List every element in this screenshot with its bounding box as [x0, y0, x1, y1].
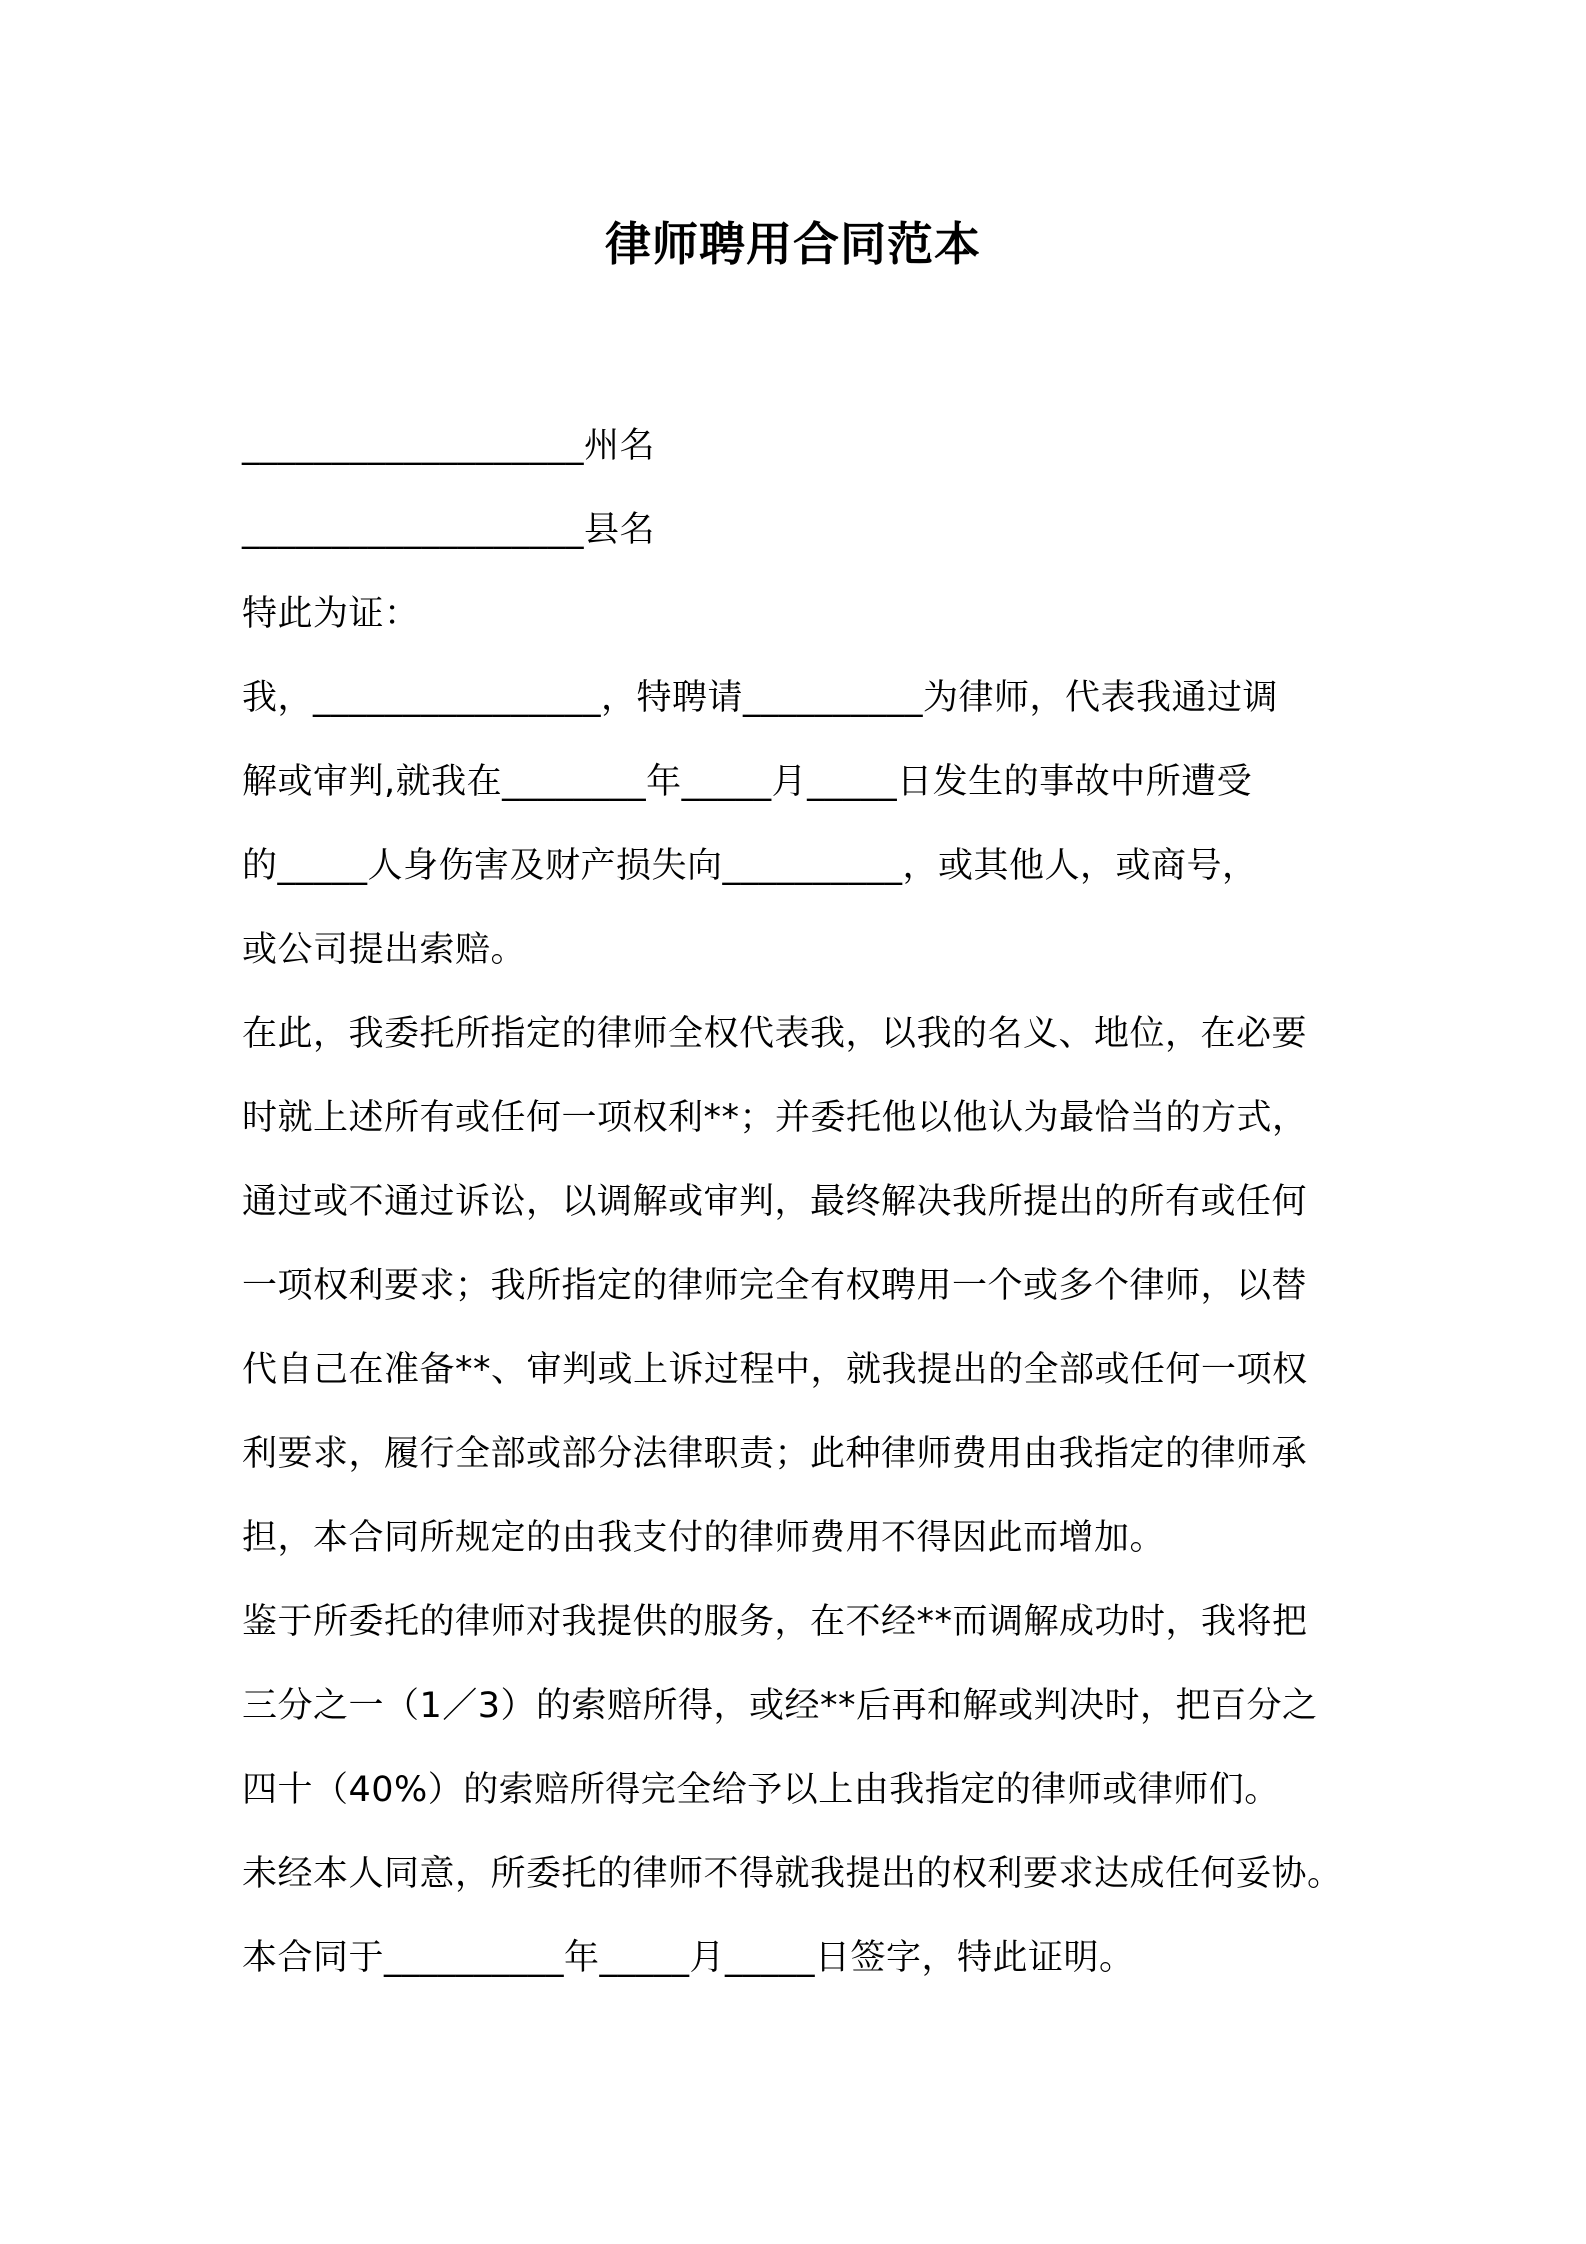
- line-state-name: ___________________州名: [242, 426, 656, 466]
- body-line: 四十（40%）的索赔所得完全给予以上由我指定的律师或律师们。: [242, 1770, 1280, 1810]
- body-line: 代自己在准备**、审判或上诉过程中，就我提出的全部或任何一项权: [242, 1350, 1308, 1390]
- body-line: 时就上述所有或任何一项权利**；并委托他以他认为最恰当的方式，: [242, 1098, 1308, 1138]
- body-line: 担，本合同所规定的由我支付的律师费用不得因此而增加。: [242, 1518, 1166, 1558]
- line-certify-heading: 特此为证：: [242, 594, 420, 634]
- body-line: 我，________________，特聘请__________为律师，代表我通过调: [242, 678, 1279, 718]
- body-line: 一项权利要求；我所指定的律师完全有权聘用一个或多个律师，以替: [242, 1266, 1308, 1306]
- document-body: [242, 404, 1362, 2000]
- line-county-name: ___________________县名: [242, 510, 656, 550]
- body-line: 通过或不通过诉讼，以调解或审判，最终解决我所提出的所有或任何: [242, 1182, 1308, 1222]
- body-line: 三分之一（1／3）的索赔所得，或经**后再和解或判决时，把百分之: [242, 1686, 1318, 1726]
- document-title: 律师聘用合同范本: [605, 217, 981, 271]
- signature-date-line: 本合同于__________年_____月_____日签字，特此证明。: [242, 1938, 1135, 1978]
- body-line: 鉴于所委托的律师对我提供的服务，在不经**而调解成功时，我将把: [242, 1602, 1308, 1642]
- body-line: 利要求，履行全部或部分法律职责；此种律师费用由我指定的律师承: [242, 1434, 1308, 1474]
- body-line: 解或审判,就我在________年_____月_____日发生的事故中所遭受: [242, 762, 1253, 802]
- body-line: 未经本人同意，所委托的律师不得就我提出的权利要求达成任何妥协。: [242, 1854, 1343, 1894]
- body-line: 在此，我委托所指定的律师全权代表我，以我的名义、地位，在必要: [242, 1014, 1308, 1054]
- body-line: 的_____人身伤害及财产损失向__________，或其他人，或商号，: [242, 846, 1258, 886]
- body-line: 或公司提出索赔。: [242, 930, 527, 970]
